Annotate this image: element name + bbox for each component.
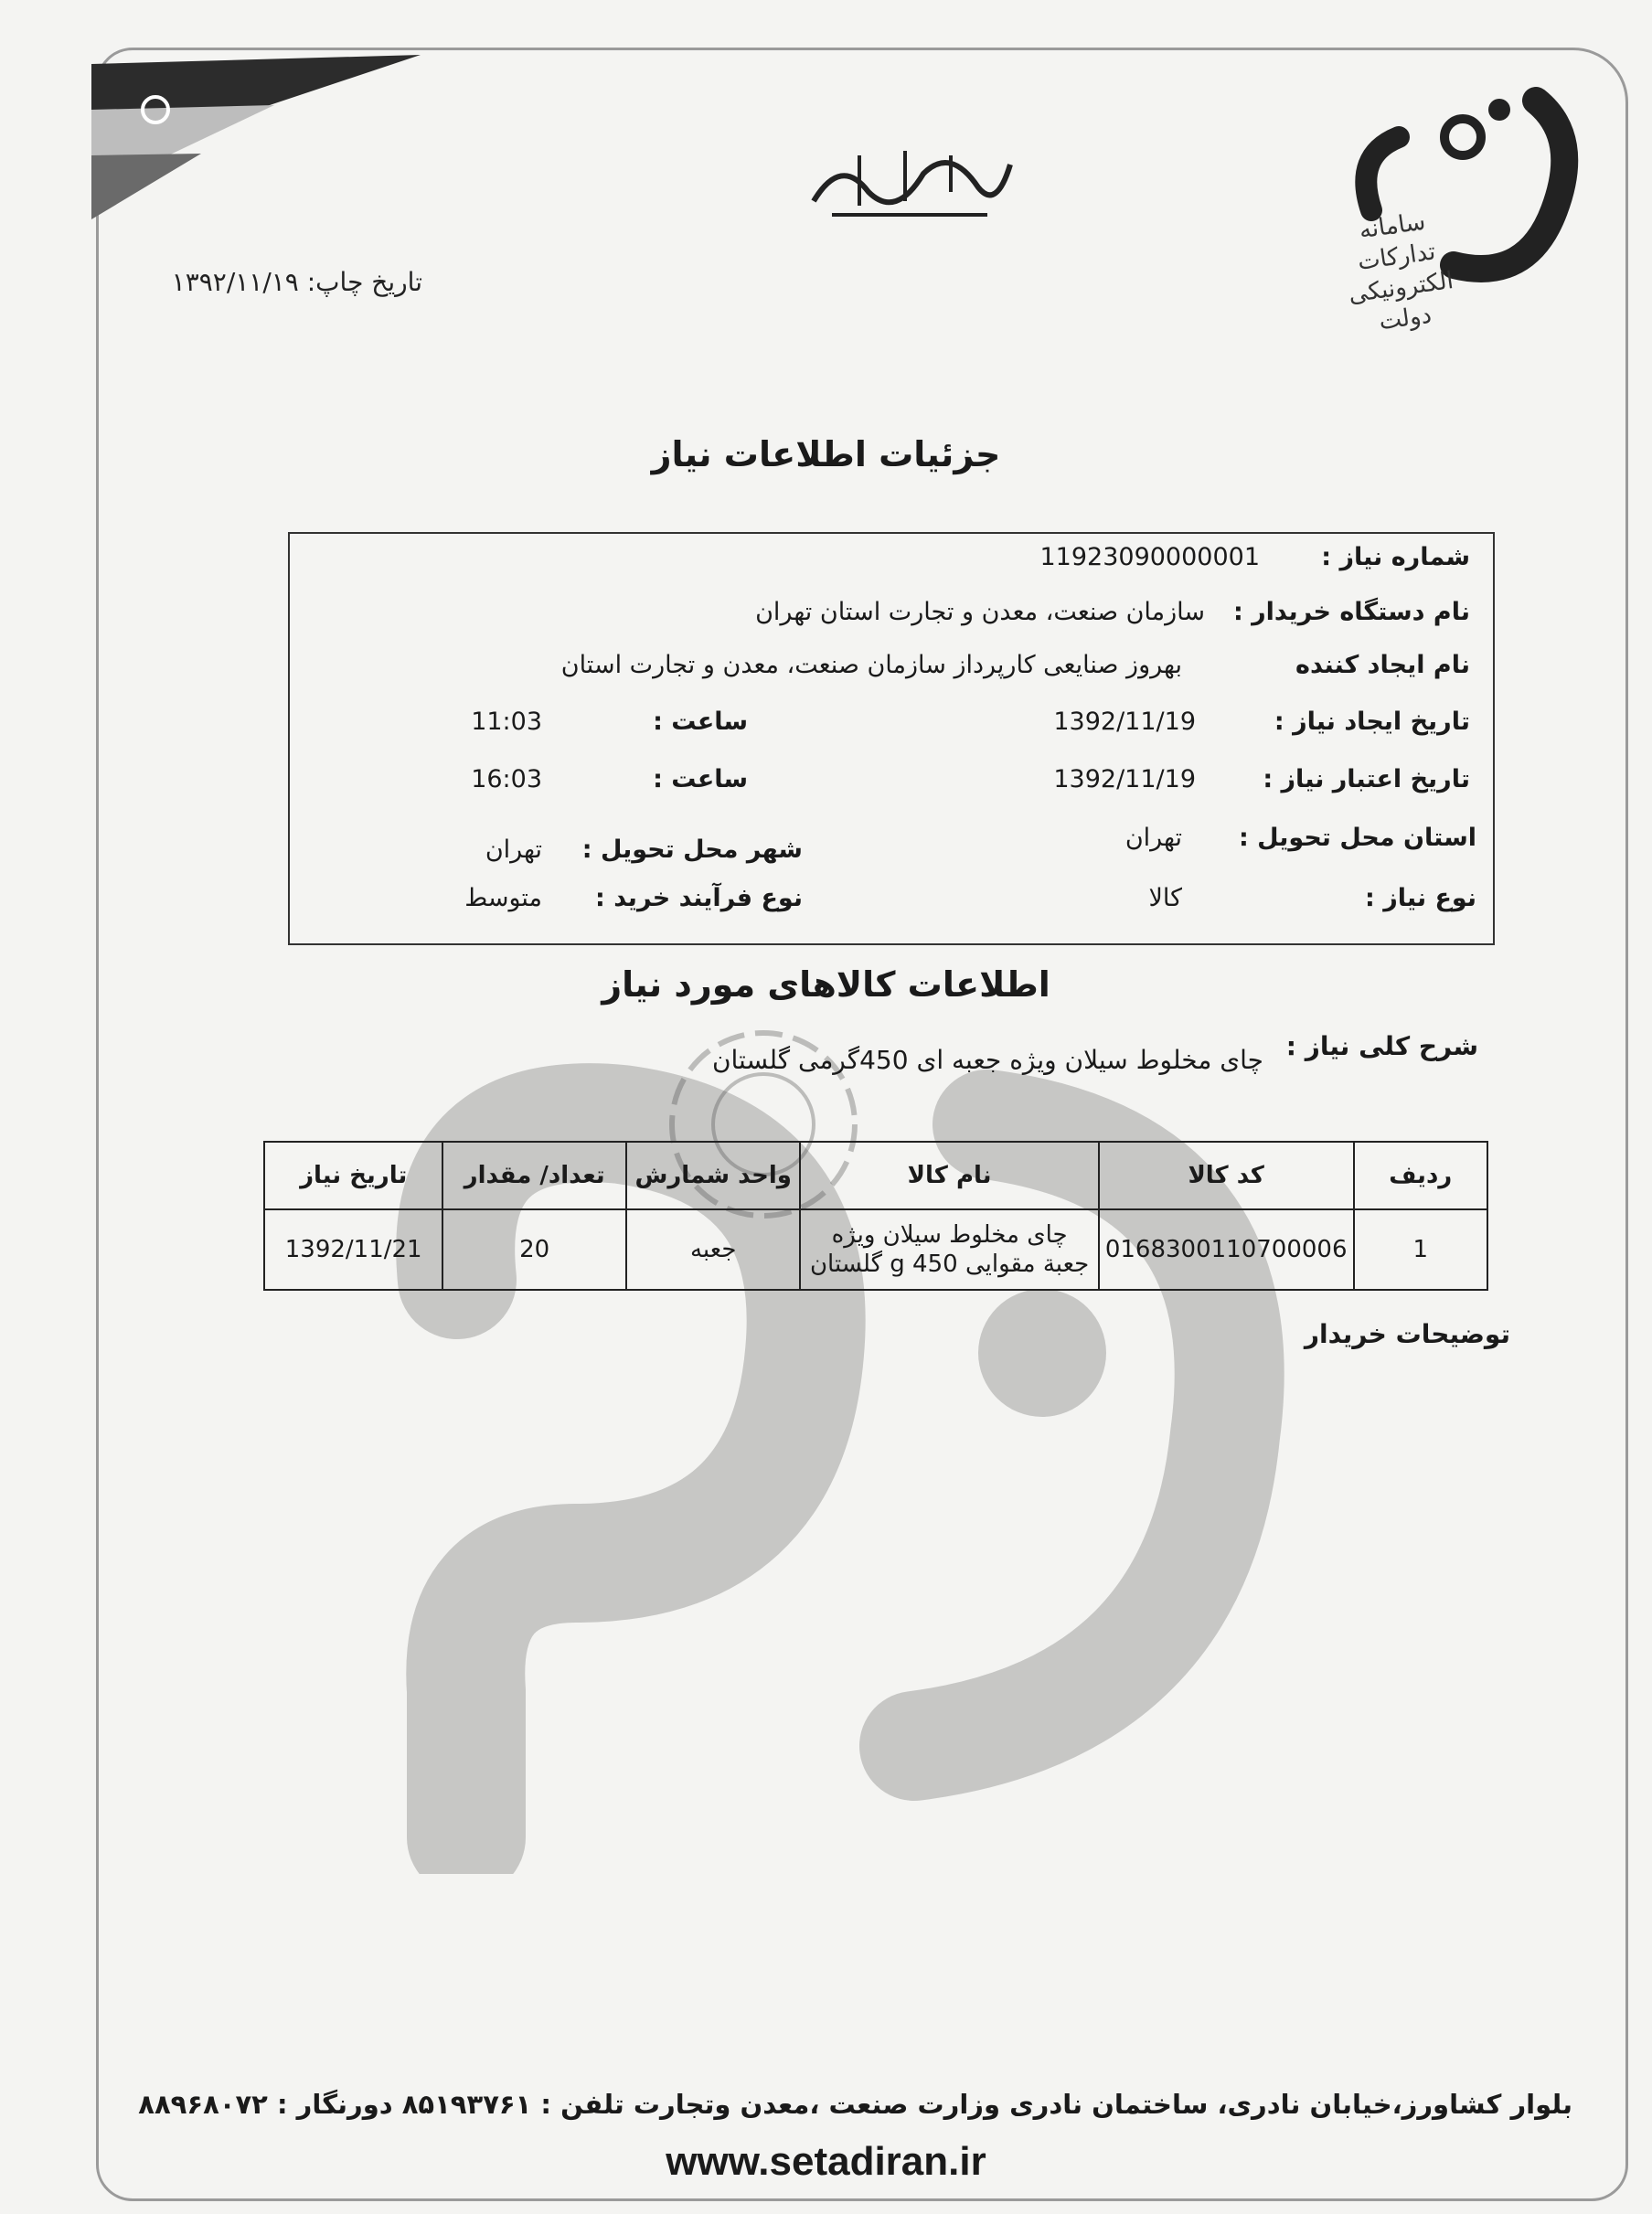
footer-url[interactable]: www.setadiran.ir <box>666 2139 986 2184</box>
cell-unit: جعبه <box>626 1209 800 1290</box>
buyer-name: سازمان صنعت، معدن و تجارت استان تهران <box>755 598 1205 626</box>
col-row-header: ردیف <box>1354 1142 1488 1209</box>
cell-name: چای مخلوط سیلان ویژه جعبة مقوایی 450 g گلستان <box>800 1209 1098 1290</box>
created-time-label: ساعت : <box>653 708 748 736</box>
need-type: کالا <box>1148 884 1182 912</box>
col-code-header: کد کالا <box>1099 1142 1354 1209</box>
footer-address: بلوار کشاورز،خیابان نادری، ساختمان نادری وزارت صنعت ،معدن وتجارت تلفن : ۸۵۱۹۳۷۶۱ دورنگار : ۸۸۹۶۸۰۷۲ <box>138 2089 1572 2120</box>
creator-name: بهروز صنایعی کارپرداز سازمان صنعت، معدن و تجارت استان <box>560 651 1182 679</box>
cell-date: 1392/11/21 <box>264 1209 442 1290</box>
created-date: 1392/11/19 <box>1053 708 1196 736</box>
valid-date-label: تاریخ اعتبار نیاز : <box>1263 765 1470 793</box>
creator-label: نام ایجاد کننده <box>1295 651 1470 679</box>
goods-table-header <box>264 1142 1487 1209</box>
general-desc-label: شرح کلی نیاز : <box>1285 1031 1478 1061</box>
created-time: 11:03 <box>471 708 542 736</box>
cell-row: 1 <box>1354 1209 1488 1290</box>
buyer-notes-label: توضیحات خریدار <box>1304 1319 1510 1349</box>
goods-section-title: اطلاعات کالاهای مورد نیاز <box>602 964 1050 1005</box>
col-name-header: نام کالا <box>800 1142 1098 1209</box>
need-number-label: شماره نیاز : <box>1321 543 1470 571</box>
logo-text: سامانه تدارکات الکترونیکی دولت <box>1347 208 1455 336</box>
cell-code: 0168300110700006 <box>1099 1209 1354 1290</box>
valid-time-label: ساعت : <box>653 765 748 793</box>
process-type: متوسط <box>464 884 542 912</box>
basmala-calligraphy <box>805 137 1015 229</box>
buyer-label: نام دستگاه خریدار : <box>1232 598 1470 626</box>
city: تهران <box>485 836 542 864</box>
iran-flag-emblem <box>91 55 421 219</box>
cell-qty: 20 <box>442 1209 626 1290</box>
province: تهران <box>1124 824 1182 852</box>
general-desc: چای مخلوط سیلان ویژه جعبه ای 450گرمی گلستان <box>711 1045 1263 1075</box>
valid-time: 16:03 <box>471 765 542 793</box>
col-date-header: تاریخ نیاز <box>264 1142 442 1209</box>
process-label: نوع فرآیند خرید : <box>595 884 803 912</box>
created-date-label: تاریخ ایجاد نیاز : <box>1274 708 1470 736</box>
col-unit-header: واحد شمارش <box>626 1142 800 1209</box>
province-label: استان محل تحویل : <box>1238 824 1476 852</box>
city-label: شهر محل تحویل : <box>581 836 803 864</box>
page-title: جزئیات اطلاعات نیاز <box>651 434 1001 474</box>
goods-table <box>263 1141 1488 1291</box>
need-number: 11923090000001 <box>1039 543 1260 571</box>
col-qty-header: تعداد/ مقدار <box>442 1142 626 1209</box>
valid-date: 1392/11/19 <box>1053 765 1196 793</box>
need-details-box <box>288 532 1495 945</box>
need-type-label: نوع نیاز : <box>1365 884 1476 912</box>
table-row <box>264 1209 1487 1290</box>
print-date: تاریخ چاپ: ۱۳۹۲/۱۱/۱۹ <box>171 267 422 297</box>
